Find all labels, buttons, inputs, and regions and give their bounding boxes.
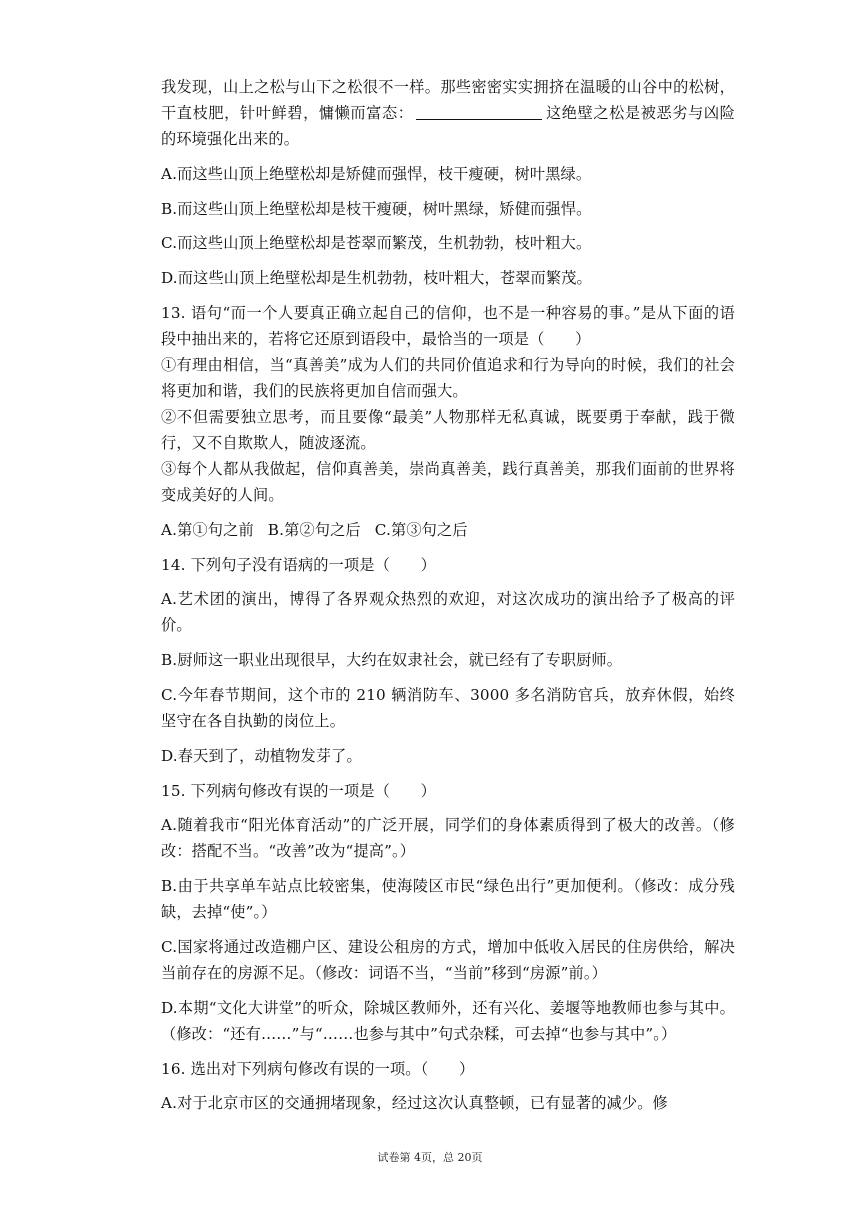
- passage-text-part2: 这绝壁之松是被恶劣与凶险的环境强化出来的。: [161, 104, 735, 148]
- page-footer: 试卷第 4页，总 20页: [377, 1151, 483, 1164]
- reading-passage: [161, 74, 735, 152]
- passage-text-part1: 我发现，山上之松与山下之松很不一样。那些密密实实拥挤在温暖的山谷中的松树，干直枝肥，针叶鲜碧，慵懒而富态：: [161, 78, 735, 122]
- q12-option-a: A.而这些山顶上绝壁松却是矫健而强悍，枝干瘦硬，树叶黑绿。: [161, 164, 592, 183]
- q15-option-d: D.本期“文化大讲堂”的听众，除城区教师外，还有兴化、姜堰等地教师也参与其中。（修改：“还有……”与“……也参与其中”句式杂糅，可去掉“也参与其中”。）: [161, 998, 735, 1043]
- q14-option-b: B.厨师这一职业出现很早，大约在奴隶社会，就已经有了专职厨师。: [161, 651, 623, 670]
- q13-options: [161, 517, 735, 543]
- q13-option-b: B.第②句之后: [267, 520, 361, 539]
- q15-option-b: B.由于共享单车站点比较密集，使海陵区市民“绿色出行”更加便利。（修改：成分残缺，去掉“使”。）: [161, 877, 735, 922]
- q14-option-a: A.艺术团的演出，博得了各界观众热烈的欢迎，对这次成功的演出给予了极高的评价。: [161, 590, 735, 635]
- q13-option-a: A.第①句之前: [161, 520, 254, 539]
- q13-stem: 13. 语句“而一个人要真正确立起自己的信仰，也不是一种容易的事。”是从下面的语段中抽出来的，若将它还原到语段中，最恰当的一项是（ ）: [161, 303, 735, 348]
- q13-sentence-1: ①有理由相信，当“真善美”成为人们的共同价值追求和行为导向的时候，我们的社会将更加和谐，我们的民族将更加自信而强大。: [161, 355, 735, 400]
- q13-option-c: C.第③句之后: [374, 520, 468, 539]
- page-content: [161, 74, 735, 1125]
- fill-in-blank: [416, 101, 542, 120]
- q14-stem: 14. 下列句子没有语病的一项是（ ）: [161, 555, 436, 574]
- q15-option-c: C.国家将通过改造棚户区、建设公租房的方式，增加中低收入居民的住房供给，解决当前存在的房源不足。（修改：词语不当，“当前”移到“房源”前。）: [161, 937, 735, 982]
- q13-sentence-2: ②不但需要独立思考，而且要像“最美”人物那样无私真诚，既要勇于奉献，践于微行，又不自欺欺人，随波逐流。: [161, 407, 735, 452]
- q12-option-b: B.而这些山顶上绝壁松却是枝干瘦硬，树叶黑绿，矫健而强悍。: [161, 199, 592, 218]
- q14-option-c: C.今年春节期间，这个市的 210 辆消防车、3000 多名消防官兵，放弃休假，始终坚守在各自执勤的岗位上。: [161, 685, 735, 730]
- q15-stem: 15. 下列病句修改有误的一项是（ ）: [161, 781, 436, 800]
- q12-option-d: D.而这些山顶上绝壁松却是生机勃勃，枝叶粗大，苍翠而繁茂。: [161, 269, 592, 288]
- q15-option-a: A.随着我市“阳光体育活动”的广泛开展，同学们的身体素质得到了极大的改善。（修改：搭配不当。“改善”改为“提高”。）: [161, 816, 735, 861]
- q13-sentence-3: ③每个人都从我做起，信仰真善美，崇尚真善美，践行真善美，那我们面前的世界将变成美好的人间。: [161, 459, 735, 504]
- q16-stem: 16. 选出对下列病句修改有误的一项。（ ）: [161, 1059, 475, 1078]
- q12-option-c: C.而这些山顶上绝壁松却是苍翠而繁茂，生机勃勃，枝叶粗大。: [161, 234, 592, 253]
- q14-option-d: D.春天到了，动植物发芽了。: [161, 746, 362, 765]
- q16-option-a: A.对于北京市区的交通拥堵现象，经过这次认真整顿，已有显著的减少。修: [161, 1094, 668, 1113]
